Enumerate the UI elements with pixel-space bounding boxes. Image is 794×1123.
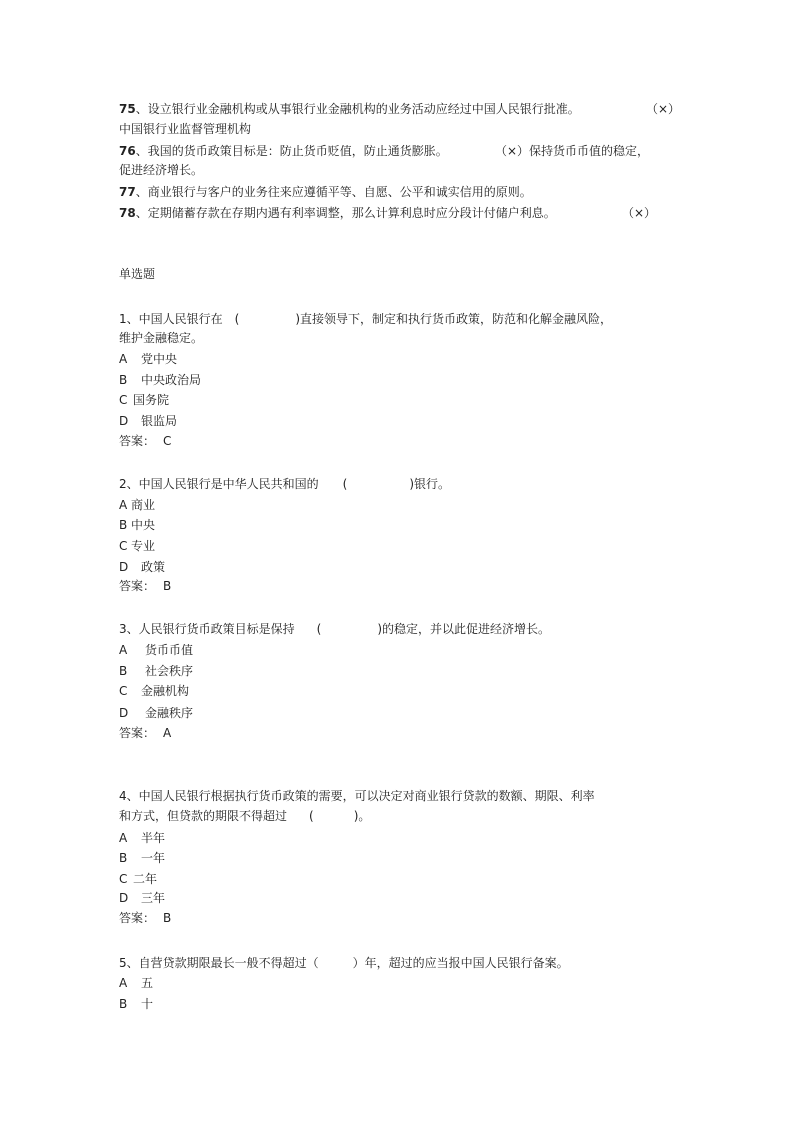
q2-option-b: B 中央 bbox=[119, 518, 156, 532]
q1-right-paren: ) bbox=[295, 312, 301, 326]
q1-suffix: 直接领导下，制定和执行货币政策，防范和化解金融风险， bbox=[300, 312, 613, 326]
q4-option-a: A 半年 bbox=[119, 831, 166, 845]
question-5-stem bbox=[119, 955, 569, 971]
question-4-stem: 4、中国人民银行根据执行货币政策的需要，可以决定对商业银行贷款的数额、期限、利率 bbox=[119, 789, 595, 803]
q5-right-paren: ） bbox=[352, 956, 365, 970]
q3-suffix: 的稳定，并以此促进经济增长。 bbox=[382, 622, 551, 636]
question-1-stem-line2: 维护金融稳定。 bbox=[119, 331, 204, 345]
q1-answer-value: C bbox=[163, 434, 172, 448]
tf-78-number: 78 bbox=[119, 206, 136, 220]
tf-76-text: 、我国的货币政策目标是：防止货币贬值，防止通货膨胀。 bbox=[135, 144, 448, 158]
q1-left-paren: ( bbox=[234, 312, 240, 326]
q5-prefix: 5、自营贷款期限最长一般不得超过（ bbox=[119, 956, 319, 970]
tf-77-number: 77 bbox=[119, 185, 136, 199]
q3-right-paren: ) bbox=[377, 622, 383, 636]
q3-option-d: D 金融秩序 bbox=[119, 706, 194, 720]
tf-75-text: 、设立银行业金融机构或从事银行业金融机构的业务活动应经过中国人民银行批准。 bbox=[135, 102, 580, 116]
tf-78-line bbox=[119, 205, 556, 221]
q4-answer-value: B bbox=[163, 911, 172, 925]
q2-prefix: 2、中国人民银行是中华人民共和国的 bbox=[119, 477, 319, 491]
tf-77-text: 、商业银行与客户的业务往来应遵循平等、自愿、公平和诚实信用的原则。 bbox=[135, 185, 532, 199]
q1-option-b: B 中央政治局 bbox=[119, 373, 202, 387]
tf-78-mark: （×） bbox=[622, 206, 657, 220]
q4-prefix: 和方式，但贷款的期限不得超过 bbox=[119, 809, 288, 823]
tf-76-number: 76 bbox=[119, 144, 136, 158]
q3-option-c: C 金融机构 bbox=[119, 684, 190, 698]
section-title: 单选题 bbox=[119, 267, 156, 281]
tf-76-note: 促进经济增长。 bbox=[119, 163, 204, 177]
q4-option-c: C 二年 bbox=[119, 872, 158, 886]
q2-left-paren: ( bbox=[342, 477, 348, 491]
q4-right-paren: ) bbox=[353, 809, 359, 823]
q1-option-d: D 银监局 bbox=[119, 414, 178, 428]
tf-75-line bbox=[119, 101, 580, 117]
q1-prefix: 1、中国人民银行在 bbox=[119, 312, 223, 326]
q3-option-a: A 货币币值 bbox=[119, 643, 194, 657]
q4-option-b: B 一年 bbox=[119, 851, 166, 865]
q4-option-d: D 三年 bbox=[119, 891, 166, 905]
question-4-stem-line2 bbox=[119, 808, 370, 824]
tf-75-note: 中国银行业监督管理机构 bbox=[119, 122, 252, 136]
q2-answer-value: B bbox=[163, 579, 172, 593]
tf-75-mark: （×） bbox=[646, 102, 681, 116]
tf-76-mark: （×）保持货币币值的稳定， bbox=[495, 144, 650, 158]
q5-suffix: 年，超过的应当报中国人民银行备案。 bbox=[364, 956, 569, 970]
tf-78-text: 、定期储蓄存款在存期内遇有利率调整，那么计算利息时应分段计付储户利息。 bbox=[135, 206, 556, 220]
q2-option-c: C 专业 bbox=[119, 539, 156, 553]
q4-answer: 答案： B bbox=[119, 911, 172, 925]
q3-left-paren: ( bbox=[316, 622, 322, 636]
q3-answer-value: A bbox=[163, 726, 172, 740]
q5-option-b: B 十 bbox=[119, 997, 154, 1011]
q2-answer: 答案： B bbox=[119, 579, 172, 593]
tf-77-line bbox=[119, 184, 532, 200]
question-3-stem bbox=[119, 621, 550, 637]
q1-option-a: A 党中央 bbox=[119, 352, 178, 366]
q4-suffix: 。 bbox=[358, 809, 371, 823]
q5-option-a: A 五 bbox=[119, 976, 154, 990]
q2-option-a: A 商业 bbox=[119, 498, 156, 512]
q1-answer: 答案： C bbox=[119, 434, 172, 448]
q1-option-c: C 国务院 bbox=[119, 393, 170, 407]
q4-left-paren: ( bbox=[309, 809, 314, 823]
q2-option-d: D 政策 bbox=[119, 560, 166, 574]
q3-option-b: B 社会秩序 bbox=[119, 664, 194, 678]
tf-76-line bbox=[119, 143, 448, 159]
tf-75-number: 75 bbox=[119, 102, 136, 116]
question-1-stem bbox=[119, 311, 612, 327]
question-2-stem bbox=[119, 476, 450, 492]
q2-suffix: 银行。 bbox=[414, 477, 451, 491]
q2-right-paren: ) bbox=[409, 477, 415, 491]
q3-prefix: 3、人民银行货币政策目标是保持 bbox=[119, 622, 295, 636]
q3-answer: 答案： A bbox=[119, 726, 172, 740]
